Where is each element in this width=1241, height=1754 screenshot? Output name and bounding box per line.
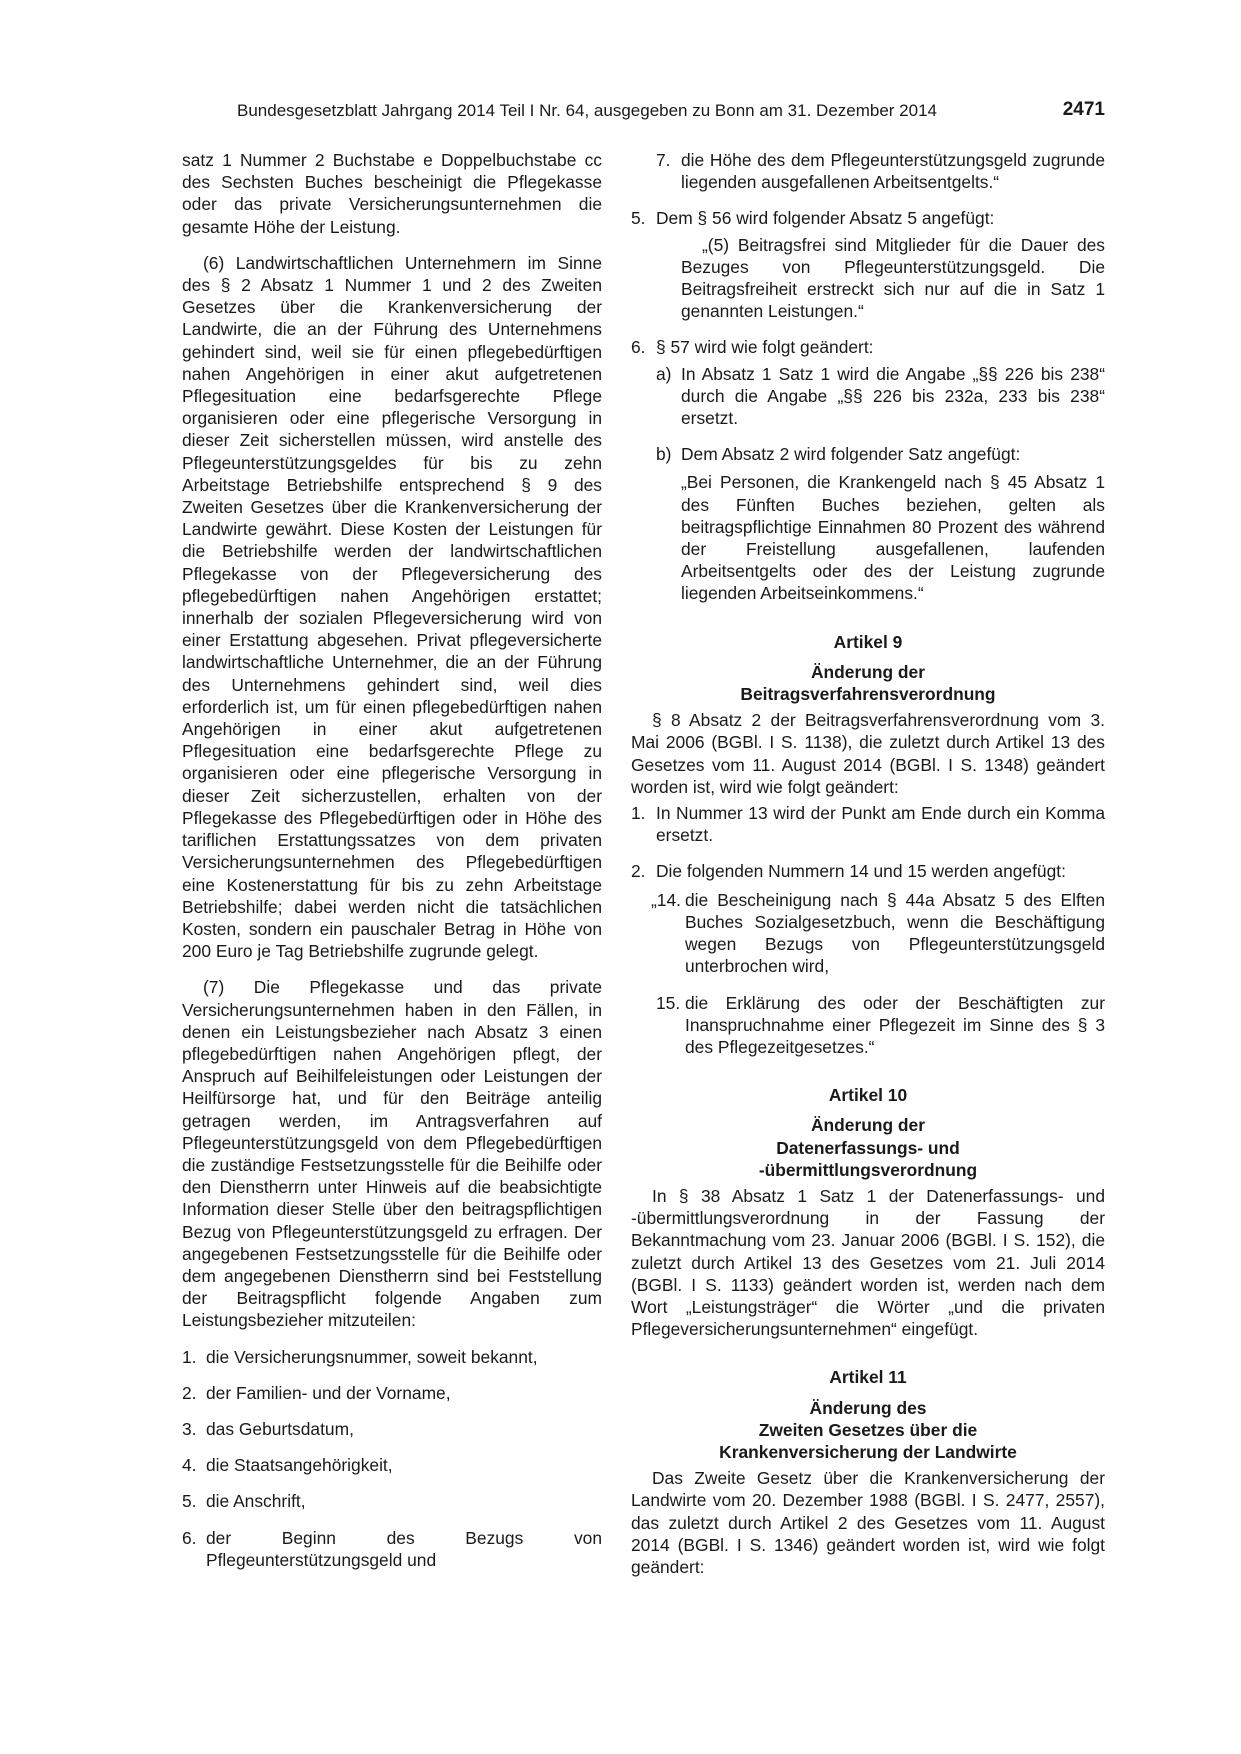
article-10-number: Artikel 10 xyxy=(828,1085,908,1106)
list-item: 1. die Versicherungsnummer, soweit bekannt, xyxy=(182,1346,538,1367)
article-10-title-line: -übermittlungsverordnung xyxy=(758,1159,978,1180)
article-11-title-line: Zweiten Gesetzes über die xyxy=(758,1419,978,1440)
article-9-number-14: „14. die Bescheinigung nach § 44a Absatz 5 des Elften Buches Sozialgesetzbuch, wenn die Beschäftigung wegen Bezugs von Pflegeunterstützungsgeld unterbrochen wird, xyxy=(651,889,1105,977)
amendment-item-6: 6. § 57 wird wie folgt geändert: xyxy=(631,337,874,358)
paragraph-6: (6) Landwirtschaftlichen Unternehmern im Sinne des § 2 Absatz 1 Nummer 1 und 2 des Zweiten Gesetzes über die Krankenversicherung der Landwirte, die an der Führung des Unternehmens gehindert sind, weil sie für einen pflegebedürftigen nahen Angehörigen in einer akut aufgetretenen Pflegesituation eine bedarfsgerechte Pflege organisieren oder eine pflegerische Versorgung in dieser Zeit sicherstellen müssen, wird anstelle des Pflegeunterstützungsgeldes für bis zu zehn Arbeitstage Betriebshilfe entsprechend § 9 des Zweiten Gesetzes über die Krankenversicherung der Landwirte gewährt. Diese Kosten der Leistungen für die Betriebshilfe werden der landwirtschaftlichen Pflegekasse von der Pflegeversicherung des pflegebedürftigen nahen Angehörigen erstattet; innerhalb der sozialen Pflegeversicherung wird von einer Erstattung abgesehen. Privat pflegeversicherte landwirtschaftliche Unternehmer, die an der Führung des Unternehmens gehindert sind, weil dies erforderlich ist, um für einen pflegebedürftigen nahen Angehörigen in einer akut aufgetretenen Pflegesituation eine bedarfsgerechte Pflege zu organisieren oder eine pflegerische Versorgung in dieser Zeit sicherzustellen, erhalten von der Pflegekasse des Pflegebedürftigen oder in Höhe des tariflichen Erstattungssatzes von dem privaten Versicherungsunternehmen des Pflegebedürftigen eine Kostenerstattung für bis zu zehn Arbeitstage Betriebshilfe; dabei werden nicht die tatsächlichen Kosten, sondern ein pauschaler Betrag in Höhe von 200 Euro je Tag Betriebshilfe zugrunde gelegt. xyxy=(182,252,602,962)
data-list xyxy=(182,1346,602,1571)
article-10-title-line: Datenerfassungs- und xyxy=(776,1137,960,1158)
right-column xyxy=(631,149,1105,1578)
paragraph-continuation: satz 1 Nummer 2 Buchstabe e Doppelbuchstabe cc des Sechsten Buches bescheinigt die Pflegekasse oder das private Versicherungsunternehmen die gesamte Höhe der Leistung. xyxy=(182,150,602,237)
article-9-number: Artikel 9 xyxy=(833,631,903,652)
list-item: 5. die Anschrift, xyxy=(182,1491,306,1512)
article-11-text: Das Zweite Gesetz über die Krankenversicherung der Landwirte vom 20. Dezember 1988 (BGBl. I S. 2477, 2557), das zuletzt durch Artikel 2 des Gesetzes vom 11. August 2014 (BGBl. I S. 1346) geändert worden ist, wird wie folgt geändert: xyxy=(631,1468,1105,1577)
article-10-title-line: Änderung der xyxy=(810,1115,925,1136)
left-column xyxy=(182,149,602,1571)
amendment-item-5: 5. Dem § 56 wird folgender Absatz 5 angefügt: xyxy=(631,208,995,229)
list-item: 4. die Staatsangehörigkeit, xyxy=(182,1455,393,1476)
article-11-title-line: Änderung des xyxy=(809,1397,927,1418)
article-9-item-2: 2. Die folgenden Nummern 14 und 15 werden angefügt: xyxy=(631,861,1066,882)
gazette-title: Bundesgesetzblatt Jahrgang 2014 Teil I Nr. 64, ausgegeben zu Bonn am 31. Dezember 2014 xyxy=(237,101,937,120)
article-9-number-15: 15. die Erklärung des oder der Beschäftigten zur Inanspruchnahme einer Pflegezeit im Sinne des § 3 des Pflegezeitgesetzes.“ xyxy=(656,992,1105,1057)
page-number: 2471 xyxy=(1062,99,1105,120)
article-11-title-line: Krankenversicherung der Landwirte xyxy=(719,1441,1017,1462)
quote-absatz-5: „(5) Beitragsfrei sind Mitglieder für die Dauer des Bezuges von Pflegeunterstützungsgeld. Die Beitragsfreiheit erstreckt sich nur auf die in Satz 1 genannten Leistungen.“ xyxy=(681,234,1105,322)
sub-item-b: b) Dem Absatz 2 wird folgender Satz angefügt: xyxy=(656,444,1021,465)
article-11-number: Artikel 11 xyxy=(829,1367,907,1388)
article-10-text: In § 38 Absatz 1 Satz 1 der Datenerfassungs- und -übermittlungsverordnung in der Fassung der Bekanntmachung vom 23. Januar 2006 (BGBl. I S. 152), die zuletzt durch Artikel 13 des Gesetzes vom 21. Juli 2014 (BGBl. I S. 1133) geändert worden ist, werden nach dem Wort „Leistungsträger“ die Wörter „und die privaten Pflegeversicherungsunternehmen“ eingefügt. xyxy=(631,1185,1105,1340)
list-item: 6. der Beginn des Bezugs von Pflegeunterstützungsgeld und xyxy=(182,1527,602,1570)
list-item-7: 7. die Höhe des dem Pflegeunterstützungsgeld zugrunde liegenden ausgefallenen Arbeitsentgelts.“ xyxy=(656,150,1105,193)
list-item: 3. das Geburtsdatum, xyxy=(182,1418,354,1439)
sub-item-a: a) In Absatz 1 Satz 1 wird die Angabe „§§ 226 bis 238“ durch die Angabe „§§ 226 bis 232a, 233 bis 238“ ersetzt. xyxy=(656,363,1105,429)
article-9-intro: § 8 Absatz 2 der Beitragsverfahrensverordnung vom 3. Mai 2006 (BGBl. I S. 1138), die zuletzt durch Artikel 13 des Gesetzes vom 11. August 2014 (BGBl. I S. 1348) geändert worden ist, wird wie folgt geändert: xyxy=(631,710,1105,797)
list-item: 2. der Familien- und der Vorname, xyxy=(182,1382,451,1403)
paragraph-7: (7) Die Pflegekasse und das private Versicherungsunternehmen haben in den Fällen, in denen ein Leistungsbezieher nach Absatz 3 einen pflegebedürftigen nahen Angehörigen pflegt, der Anspruch auf Beihilfeleistungen oder Leistungen der Heilfürsorge hat, und für den Beiträge anteilig getragen werden, im Antragsverfahren auf Pflegeunterstützungsgeld von dem Pflegebedürftigen die zuständige Festsetzungsstelle für die Beihilfe oder den Dienstherrn unter Hinweis auf die beabsichtigte Information dieser Stelle über den beitragspflichtigen Bezug von Pflegeunterstützungsgeld zu erfragen. Der angegebenen Festsetzungsstelle für die Beihilfe oder dem angegebenen Dienstherrn sind bei Feststellung der Beitragspflicht folgende Angaben zum Leistungsbezieher mitzuteilen: xyxy=(182,977,602,1331)
quote-sub-b: „Bei Personen, die Krankengeld nach § 45 Absatz 1 des Fünften Buches beziehen, gelten als beitragspflichtige Einnahmen 80 Prozent des während der Freistellung ausgefallenen, laufenden Arbeitsentgelts oder des der Leistung zugrunde liegenden Arbeitseinkommens.“ xyxy=(681,472,1105,604)
page-header xyxy=(237,101,1105,125)
article-9-item-1: 1. In Nummer 13 wird der Punkt am Ende durch ein Komma ersetzt. xyxy=(631,803,1105,846)
article-9-title-line: Beitragsverfahrensverordnung xyxy=(740,684,996,705)
article-9-title-line: Änderung der xyxy=(810,661,925,682)
